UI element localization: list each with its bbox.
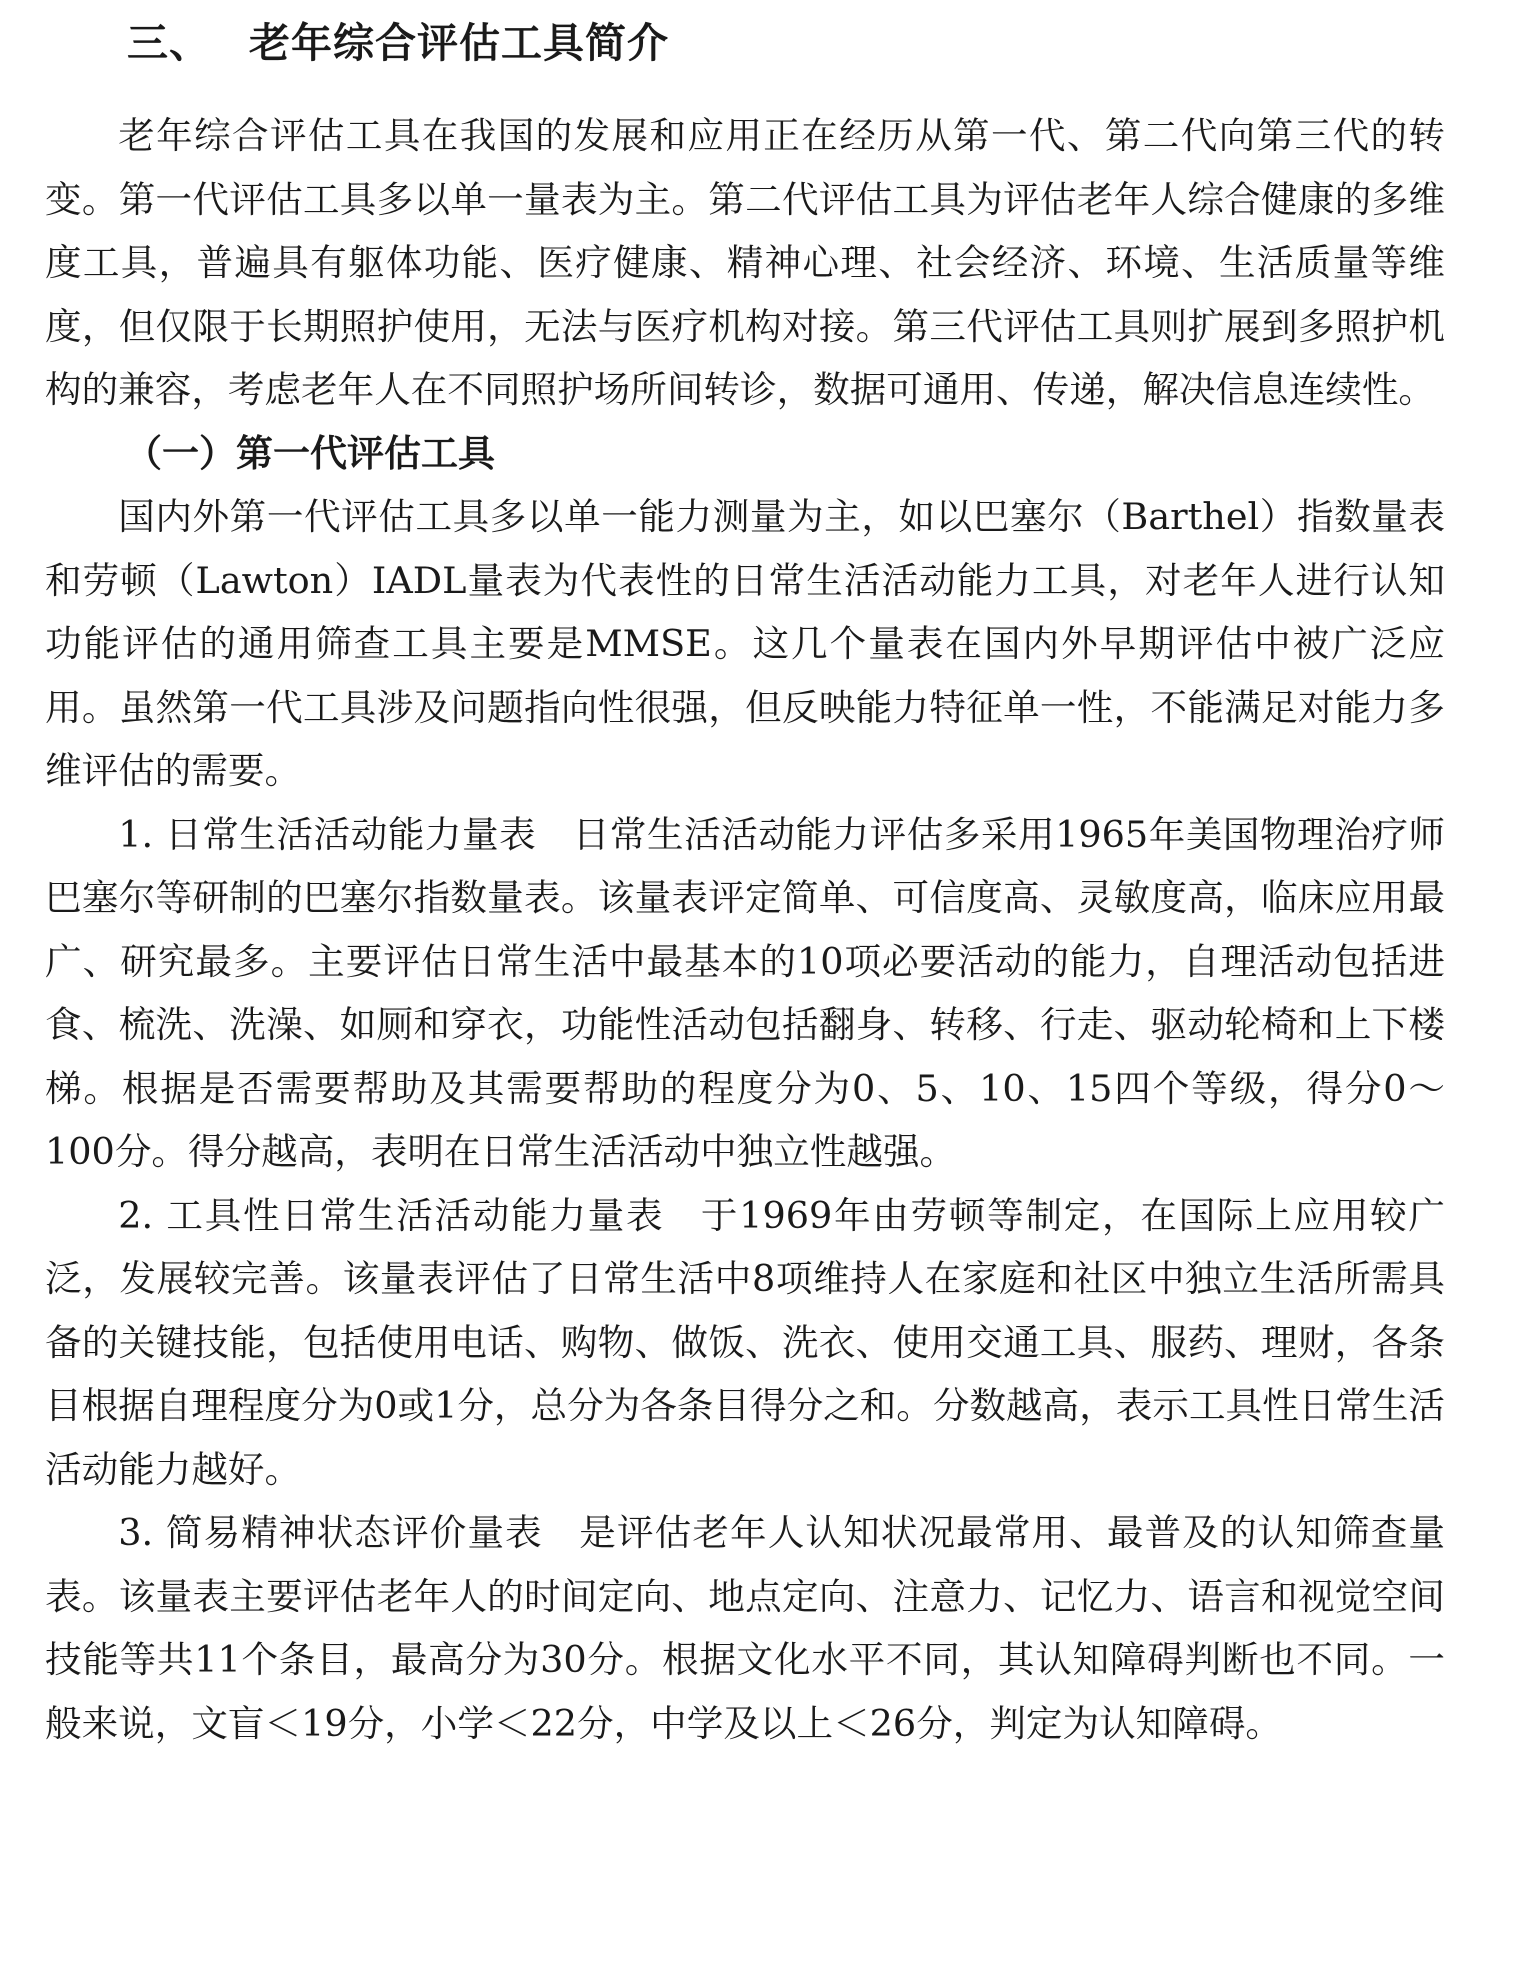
section-heading-number: 三、: [127, 19, 211, 67]
item-heading-mmse: 3. 简易精神状态评价量表: [118, 1511, 543, 1554]
item-heading-adl: 1. 日常生活活动能力量表: [118, 812, 537, 856]
item-heading-iadl: 2. 工具性日常生活活动能力量表: [118, 1193, 665, 1237]
intro-paragraph: 老年综合评估工具在我国的发展和应用正在经历从第一代、第二代向第三代的转变。第一代评估工具多以单一量表为主。第二代评估工具为评估老年人综合健康的多维度工具，普遍具有躯体功能、医疗健康、精神心理、社会经济、环境、生活质量等维度，但仅限于长期照护使用，无法与医疗机构对接。第三代评估工具则扩展到多照护机构的兼容，考虑老年人在不同照护场所间转诊，数据可通用、传递，解决信息连续性。: [45, 114, 1445, 411]
document-page: [45, 0, 1445, 1755]
subsection-heading: （一）第一代评估工具: [125, 431, 495, 475]
section-heading: [45, 0, 1445, 74]
section-heading-text: 老年综合评估工具简介: [249, 19, 669, 67]
item-paragraph-mmse: [45, 1501, 1445, 1755]
item-body-iadl: 于1969年由劳顿等制定，在国际上应用较广泛，发展较完善。该量表评估了日常生活中8项维持人在家庭和社区中独立生活所需具备的关键技能，包括使用电话、购物、做饭、洗衣、使用交通工具、服药、理财，各条目根据自理程度分为0或1分，总分为各条目得分之和。分数越高，表示工具性日常生活活动能力越好。: [45, 1193, 1445, 1491]
item-paragraph-adl: [45, 803, 1445, 1184]
subsection-paragraph: 国内外第一代评估工具多以单一能力测量为主，如以巴塞尔（Barthel）指数量表和劳顿（Lawton）IADL量表为代表性的日常生活活动能力工具，对老年人进行认知功能评估的通用筛查工具主要是MMSE。这几个量表在国内外早期评估中被广泛应用。虽然第一代工具涉及问题指向性很强，但反映能力特征单一性，不能满足对能力多维评估的需要。: [45, 495, 1445, 792]
item-paragraph-iadl: [45, 1184, 1445, 1502]
item-body-mmse: 是评估老年人认知状况最常用、最普及的认知筛查量表。该量表主要评估老年人的时间定向、地点定向、注意力、记忆力、语言和视觉空间技能等共11个条目，最高分为30分。根据文化水平不同，其认知障碍判断也不同。一般来说，文盲＜19分，小学＜22分，中学及以上＜26分，判定为认知障碍。: [45, 1511, 1445, 1745]
item-body-adl: 日常生活活动能力评估多采用1965年美国物理治疗师巴塞尔等研制的巴塞尔指数量表。该量表评定简单、可信度高、灵敏度高，临床应用最广、研究最多。主要评估日常生活中最基本的10项必要活动的能力，自理活动包括进食、梳洗、洗澡、如厕和穿衣，功能性活动包括翻身、转移、行走、驱动轮椅和上下楼梯。根据是否需要帮助及其需要帮助的程度分为0、5、10、15四个等级，得分0～100分。得分越高，表明在日常生活活动中独立性越强。: [45, 812, 1445, 1173]
